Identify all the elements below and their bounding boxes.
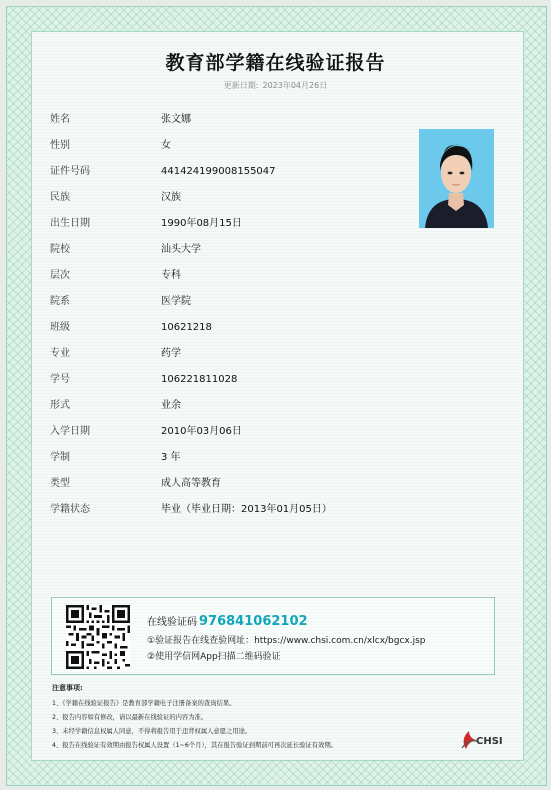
field-label: 姓名	[50, 114, 70, 125]
update-date-value: 2023年04月26日	[262, 81, 328, 90]
field-value: 汉族	[161, 192, 181, 203]
field-label: 类型	[50, 478, 70, 489]
field-label: 班级	[50, 322, 70, 333]
field-value: 张文娜	[161, 114, 191, 125]
note-item: 4、报告在线验证有效期由报告权属人设置（1~6个月），其在报告验证到期前可再次延长验证有效期。	[52, 742, 337, 749]
update-date	[0, 80, 551, 91]
field-label: 民族	[50, 192, 70, 203]
field-value: 10621218	[161, 322, 212, 333]
verification-code-line	[147, 613, 308, 629]
report-title: 教育部学籍在线验证报告	[165, 52, 386, 74]
field-value: 女	[161, 140, 171, 151]
verification-url-note[interactable]: ①验证报告在线查验网址：https://www.chsi.com.cn/xlcx/bgcx.jsp	[147, 636, 426, 646]
field-value: 1990年08月15日	[161, 218, 242, 229]
field-label: 入学日期	[50, 426, 90, 437]
field-value: 药学	[161, 348, 181, 359]
field-value: 106221811028	[161, 374, 238, 385]
chsi-logo	[460, 730, 508, 752]
verification-app-note: ②使用学信网App扫描二维码验证	[147, 652, 281, 662]
field-label: 层次	[50, 270, 70, 281]
chsi-logo-text: CHSI	[476, 736, 503, 747]
field-value: 业余	[161, 400, 181, 411]
field-label: 学号	[50, 374, 70, 385]
field-label: 学制	[50, 452, 70, 463]
field-label: 性别	[50, 140, 70, 151]
field-value: 3 年	[161, 452, 181, 463]
portrait-image	[419, 129, 494, 228]
verification-box	[51, 597, 495, 675]
notes-title: 注意事项:	[52, 684, 83, 692]
note-item: 1、《学籍在线验证报告》是教育部学籍电子注册备案的查询结果。	[52, 700, 236, 707]
field-value: 2010年03月06日	[161, 426, 242, 437]
field-label: 院校	[50, 244, 70, 255]
note-item: 2、报告内容如有修改，请以最新在线验证的内容为准。	[52, 714, 208, 721]
field-label: 院系	[50, 296, 70, 307]
update-date-label: 更新日期:	[223, 81, 259, 90]
student-photo	[419, 129, 494, 228]
field-label: 证件号码	[50, 166, 90, 177]
field-value: 成人高等教育	[161, 478, 221, 489]
field-value: 专科	[161, 270, 181, 281]
field-label: 专业	[50, 348, 70, 359]
field-label: 学籍状态	[50, 504, 90, 515]
field-value: 毕业（毕业日期：2013年01月05日）	[161, 504, 332, 515]
verification-code[interactable]: 976841062102	[199, 614, 308, 629]
note-item: 3、未经学籍信息权属人同意，不得将报告用于违背权属人意愿之用途。	[52, 728, 252, 735]
field-label: 出生日期	[50, 218, 90, 229]
notes-section	[52, 683, 337, 749]
field-value: 441424199008155047	[161, 166, 276, 177]
field-value: 医学院	[161, 296, 191, 307]
field-label: 形式	[50, 400, 70, 411]
verification-code-label: 在线验证码	[147, 617, 197, 628]
field-value: 汕头大学	[161, 244, 201, 255]
qr-code-icon[interactable]	[66, 605, 130, 669]
